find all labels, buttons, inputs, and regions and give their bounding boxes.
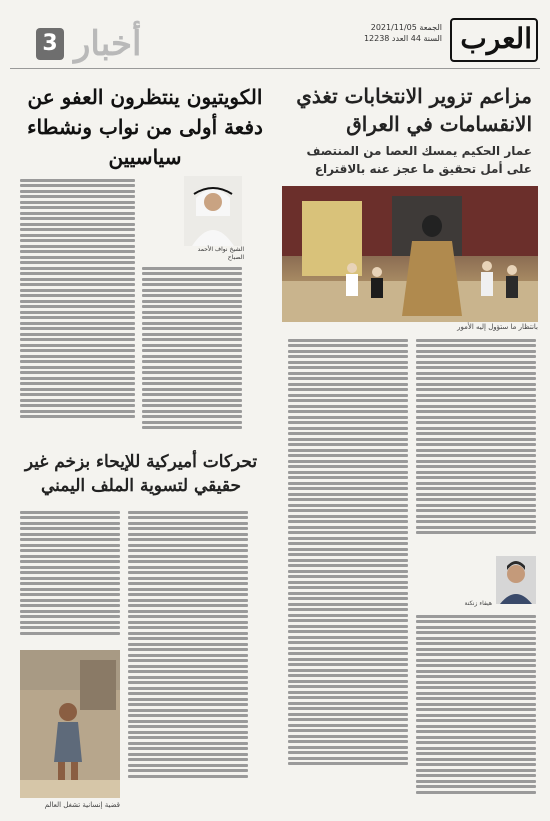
section-title: أخبار: [74, 24, 142, 64]
yemen-photo: [20, 650, 120, 798]
kuwait-portrait: [184, 176, 242, 246]
columnist-silhouette: [496, 556, 536, 604]
yemen-headline: تحركات أميركية للإيحاء بزخم غير حقيقي لتسوية الملف اليمني: [24, 452, 258, 496]
kuwait-body-col1: [142, 264, 242, 440]
kuwait-portrait-caption: الشيخ نواف الأحمد الصباح: [197, 246, 244, 261]
yemen-body-col1: [128, 508, 248, 798]
photo-scene: [282, 186, 538, 322]
masthead: [0, 0, 550, 80]
yemen-photo-caption: قضية إنسانية تشغل العالم: [44, 801, 120, 809]
columnist-name: هيفاء زنكنة: [464, 600, 492, 607]
issue-number: السنة 44 العدد 12238: [363, 34, 442, 43]
kuwait-headline: الكويتيون ينتظرون العفو عن دفعة أولى من نواب ونشطاء سياسيين: [27, 85, 263, 169]
main-story-body-col1: [416, 336, 536, 550]
main-story-photo: [282, 186, 538, 322]
page-number-badge: 3: [36, 28, 64, 60]
issue-info: [364, 22, 442, 44]
main-subheadline: عمار الحكيم يمسك العصا من المنتصف على أمل تحقيق ما عجز عنه بالاقتراع: [306, 144, 532, 176]
child-photo-scene: [20, 650, 120, 798]
main-photo-caption: بانتظار ما ستؤول إليه الأمور: [457, 323, 538, 331]
portrait-figure: [184, 176, 242, 246]
yemen-body-col2: [20, 508, 120, 646]
columnist-body: [416, 612, 536, 802]
main-story-body-col2: [288, 336, 408, 796]
columnist-photo: [496, 556, 536, 604]
issue-date: الجمعة 2021/11/05: [370, 23, 442, 32]
brand-logo: العرب: [460, 22, 532, 55]
main-headline: مزاعم تزوير الانتخابات تغذي الانقسامات في العراق: [296, 84, 532, 136]
kuwait-body-col2: [20, 176, 135, 440]
header-divider: [10, 68, 540, 69]
